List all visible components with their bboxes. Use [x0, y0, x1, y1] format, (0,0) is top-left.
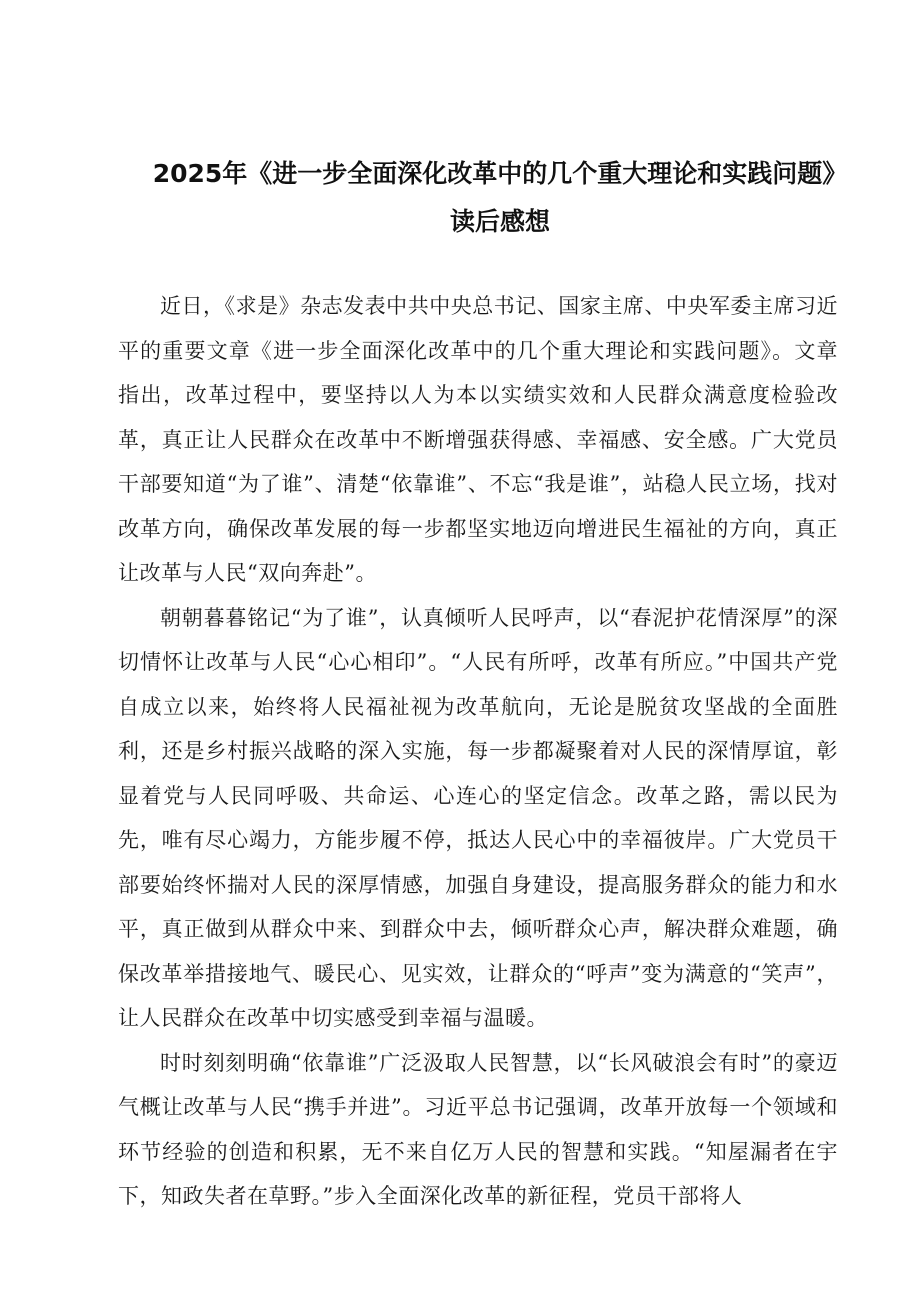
- document-body: [118, 284, 838, 1219]
- document-title: 2025年《进一步全面深化改革中的几个重大理论和实践问题》读后感想: [152, 159, 848, 236]
- body-paragraph-1: 近日，《求是》杂志发表中共中央总书记、国家主席、中央军委主席习近平的重要文章《进一步全面深化改革中的几个重大理论和实践问题》。文章指出，改革过程中，要坚持以人为本以实绩实效和人民群众满意度检验改革，真正让人民群众在改革中不断增强获得感、幸福感、安全感。广大党员干部要知道“为了谁”、清楚“依靠谁”、不忘“我是谁”，站稳人民立场，找对改革方向，确保改革发展的每一步都坚实地迈向增进民生福祉的方向，真正让改革与人民“双向奔赴”。: [118, 294, 838, 585]
- body-paragraph-3: 时时刻刻明确“依靠谁”广泛汲取人民智慧，以“长风破浪会有时”的豪迈气概让改革与人民“携手并进”。习近平总书记强调，改革开放每一个领域和环节经验的创造和积累，无不来自亿万人民的智慧和实践。“知屋漏者在宇下，知政失者在草野。”步入全面深化改革的新征程，党员干部将人: [118, 1050, 838, 1208]
- body-paragraph-2: 朝朝暮暮铭记“为了谁”，认真倾听人民呼声，以“春泥护花情深厚”的深切情怀让改革与人民“心心相印”。“人民有所呼，改革有所应。”中国共产党自成立以来，始终将人民福祉视为改革航向，无论是脱贫攻坚战的全面胜利，还是乡村振兴战略的深入实施，每一步都凝聚着对人民的深情厚谊，彰显着党与人民同呼吸、共命运、心连心的坚定信念。改革之路，需以民为先，唯有尽心竭力，方能步履不停，抵达人民心中的幸福彼岸。广大党员干部要始终怀揣对人民的深厚情感，加强自身建设，提高服务群众的能力和水平，真正做到从群众中来、到群众中去，倾听群众心声，解决群众难题，确保改革举措接地气、暖民心、见实效，让群众的“呼声”变为满意的“笑声”，让人民群众在改革中切实感受到幸福与温暖。: [118, 605, 838, 1030]
